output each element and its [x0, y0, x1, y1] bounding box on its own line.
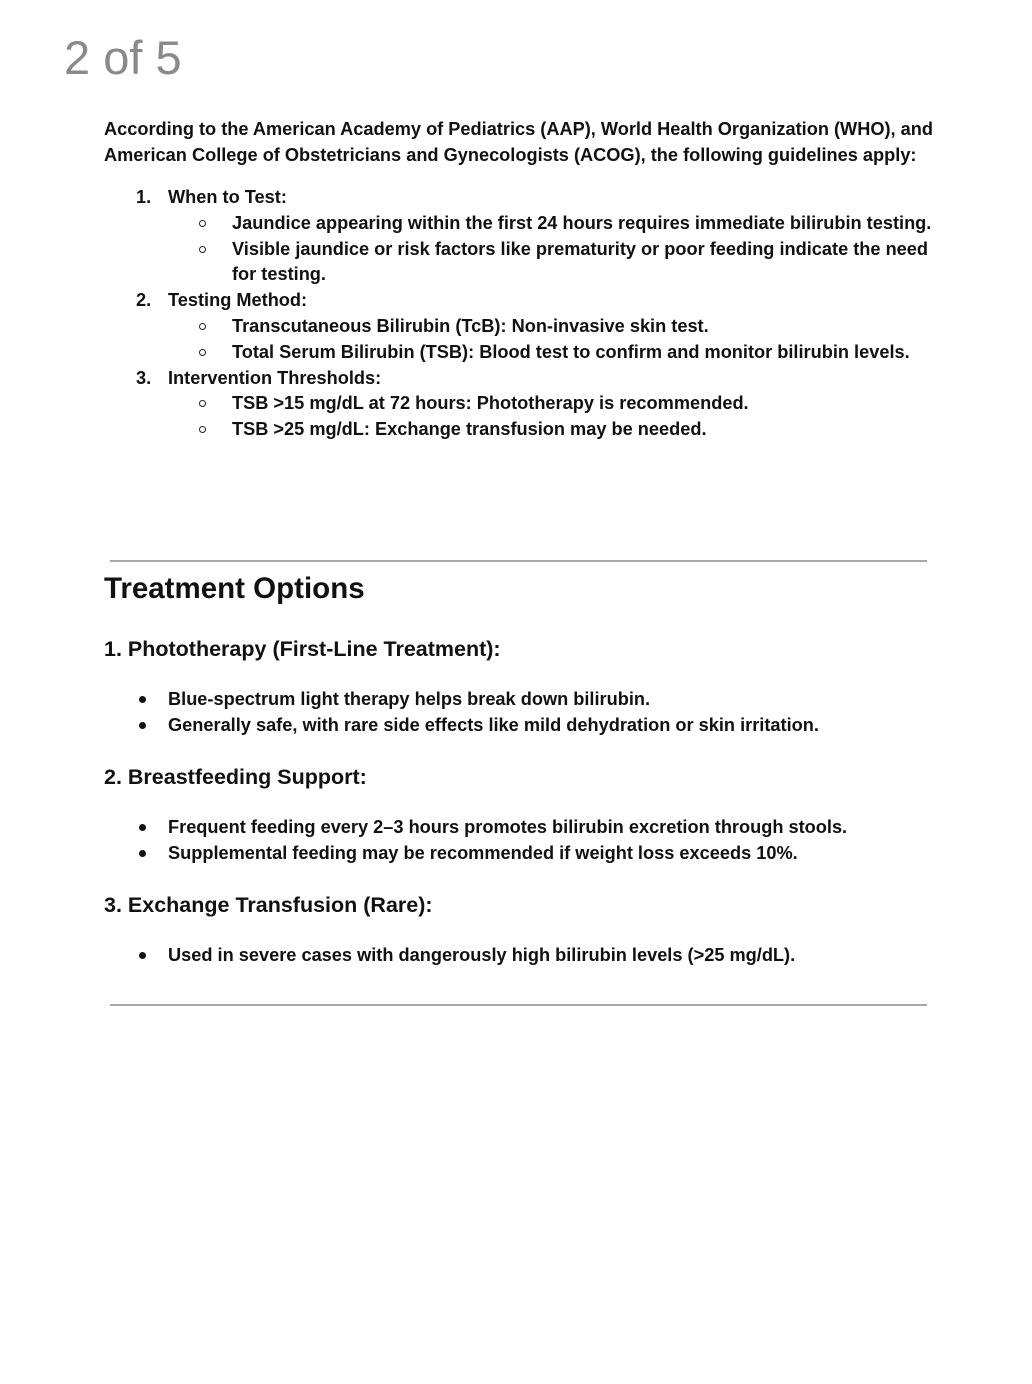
guideline-subitem — [168, 340, 934, 366]
hollow-bullet-icon — [199, 220, 206, 227]
bullet-text: Generally safe, with rare side effects like mild dehydration or skin irritation. — [168, 715, 819, 735]
exchange-transfusion-heading: 3. Exchange Transfusion (Rare): — [104, 893, 433, 917]
guideline-sublist — [168, 391, 934, 443]
phototherapy-bullets — [104, 686, 934, 738]
hollow-bullet-icon — [199, 426, 206, 433]
guidelines-list — [104, 185, 934, 443]
horizontal-divider — [110, 560, 927, 562]
bullet-text: Used in severe cases with dangerously high bilirubin levels (>25 mg/dL). — [168, 945, 796, 965]
horizontal-divider — [110, 1004, 927, 1006]
guidelines-block — [104, 116, 934, 443]
hollow-bullet-icon — [199, 323, 206, 330]
bullet-text: Supplemental feeding may be recommended if weight loss exceeds 10%. — [168, 843, 798, 863]
phototherapy-heading: 1. Phototherapy (First-Line Treatment): — [104, 637, 501, 661]
page-indicator: 2 of 5 — [64, 31, 182, 84]
hollow-bullet-icon — [199, 349, 206, 356]
bullet-icon — [139, 824, 146, 831]
bullet-text: Frequent feeding every 2–3 hours promotes bilirubin excretion through stools. — [168, 817, 848, 837]
hollow-bullet-icon — [199, 400, 206, 407]
guideline-number: 1. — [136, 187, 152, 207]
guideline-item — [104, 366, 934, 443]
guideline-item — [104, 185, 934, 288]
bullet-icon — [139, 696, 146, 703]
treatment-options-heading: Treatment Options — [104, 572, 365, 605]
guideline-subitem-text: Visible jaundice or risk factors like prematurity or poor feeding indicate the need for testing. — [232, 238, 929, 285]
guideline-subitem — [168, 211, 934, 237]
bullet-icon — [139, 850, 146, 857]
guideline-subitem — [168, 391, 934, 417]
guideline-subitem — [168, 237, 934, 289]
bullet-item — [104, 712, 934, 738]
guideline-subitem — [168, 314, 934, 340]
guideline-subitem-text: Total Serum Bilirubin (TSB): Blood test to confirm and monitor bilirubin levels. — [232, 341, 910, 362]
guideline-number: 3. — [136, 367, 152, 388]
guideline-item — [104, 288, 934, 365]
bullet-item — [104, 686, 934, 712]
guideline-subitem-text: TSB >15 mg/dL at 72 hours: Phototherapy is recommended. — [232, 393, 749, 414]
intro-paragraph: According to the American Academy of Pediatrics (AAP), World Health Organization (WHO), and American College of Obstetricians and Gynecologists (ACOG), the following guidelines apply: — [104, 119, 933, 165]
breastfeeding-heading: 2. Breastfeeding Support: — [104, 765, 367, 789]
guideline-title: When to Test: — [168, 187, 287, 207]
bullet-text: Blue-spectrum light therapy helps break down bilirubin. — [168, 689, 651, 709]
guideline-title: Intervention Thresholds: — [168, 367, 382, 388]
guideline-title: Testing Method: — [168, 290, 308, 311]
breastfeeding-bullets — [104, 814, 934, 866]
guideline-subitem-text: Transcutaneous Bilirubin (TcB): Non-invasive skin test. — [232, 315, 709, 336]
guideline-number: 2. — [136, 290, 152, 311]
hollow-bullet-icon — [199, 246, 206, 253]
guideline-subitem — [168, 417, 934, 443]
bullet-icon — [139, 722, 146, 729]
bullet-item — [104, 814, 934, 840]
bullet-icon — [139, 952, 146, 959]
guideline-sublist — [168, 211, 934, 288]
guideline-sublist — [168, 314, 934, 366]
guideline-subitem-text: TSB >25 mg/dL: Exchange transfusion may be needed. — [232, 419, 707, 440]
exchange-transfusion-bullets — [104, 942, 934, 968]
guideline-subitem-text: Jaundice appearing within the first 24 hours requires immediate bilirubin testing. — [232, 212, 932, 233]
bullet-item — [104, 942, 934, 968]
bullet-item — [104, 840, 934, 866]
